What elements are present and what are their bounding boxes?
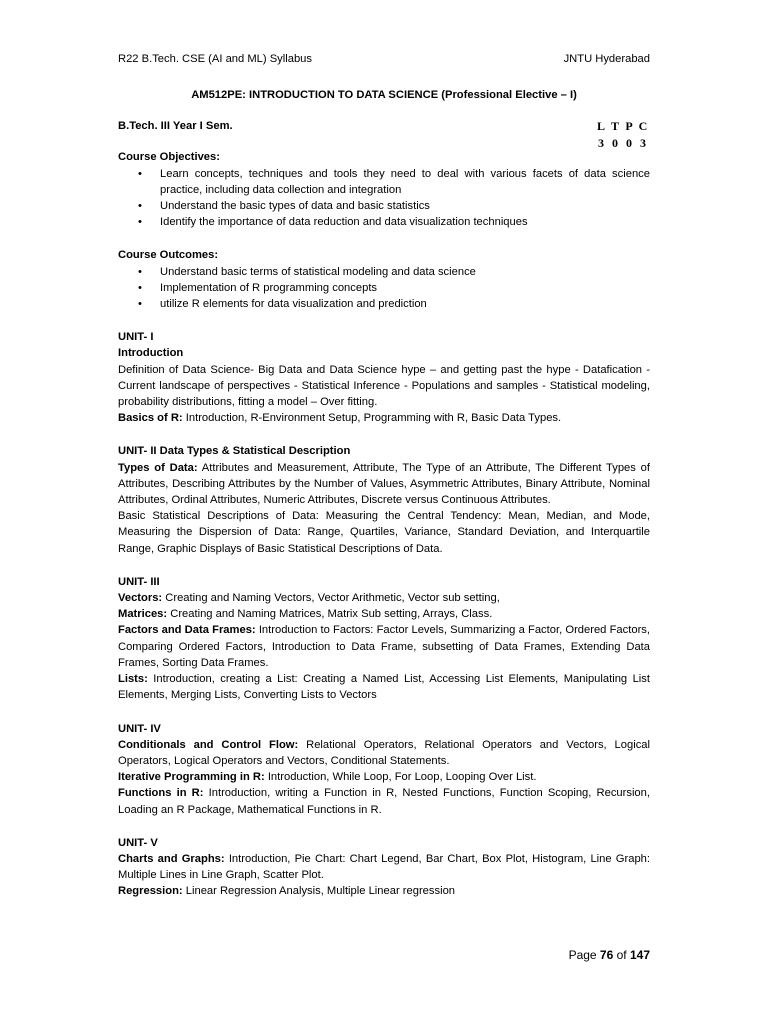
syllabus-page: [118, 51, 650, 900]
unit-2-statistical-descriptions: Basic Statistical Descriptions of Data: Measuring the Central Tendency: Mean, Median, and Mode, Measuring the Dispersion of Data: Range, Quartiles, Variance, Standard Deviation, and Interquartile Range, Graphic Displays of Basic Statistical Descriptions of Data.: [118, 510, 650, 555]
unit-5-regression: Regression: Linear Regression Analysis, Multiple Linear regression: [118, 885, 456, 898]
header-right: JNTU Hyderabad: [563, 53, 650, 65]
list-item: • Understand the basic types of data and basic statistics: [160, 198, 650, 214]
unit-5-title: UNIT- V: [118, 836, 158, 849]
total-pages: 147: [629, 948, 650, 962]
ltpc-value-l: 3: [598, 135, 604, 150]
outcomes-list: [118, 264, 650, 313]
ltpc-value-c: 3: [640, 135, 646, 150]
unit-4-conditionals: Conditionals and Control Flow: Relational Operators, Relational Operators and Vectors, Logical Operators, Logical Operators and Vectors, Conditional Statements.: [118, 738, 650, 767]
unit-1-title: UNIT- I: [118, 331, 154, 344]
unit-1-basics-of-r: Basics of R: Introduction, R-Environment Setup, Programming with R, Basic Data Types.: [118, 412, 562, 425]
unit-2-types-of-data: Types of Data: Attributes and Measurement, Attribute, The Type of an Attribute, The Different Types of Attributes, Describing Attributes by the Number of Values, Asymmetric Attributes, Binary Attribute, Nominal Attributes, Ordinal Attributes, Numeric Attributes, Discrete versus Continuous Attributes.: [118, 461, 650, 507]
unit-4-title: UNIT- IV: [118, 722, 161, 735]
unit-1-subtitle: Introduction: [118, 347, 184, 360]
ltpc-values: [594, 135, 650, 152]
unit-3-matrices: Matrices: Creating and Naming Matrices, Matrix Sub setting, Arrays, Class.: [118, 608, 493, 621]
header-left: R22 B.Tech. CSE (AI and ML) Syllabus: [118, 53, 312, 65]
list-item: • Learn concepts, techniques and tools they need to deal with various facets of data science practice, including data collection and integration: [160, 166, 650, 198]
outcomes-title: Course Outcomes:: [118, 249, 219, 262]
ltpc-head-t: T: [610, 119, 619, 134]
unit-5-charts-graphs: Charts and Graphs: Introduction, Pie Chart: Chart Legend, Bar Chart, Box Plot, Histogram, Line Graph: Multiple Lines in Line Graph, Scatter Plot.: [118, 852, 651, 882]
unit-1-paragraph: Definition of Data Science- Big Data and Data Science hype – and getting past the hype - Datafication - Current landscape of perspectives - Statistical Inference - Populations and samples - Statistical modeling, probability distributions, fitting a model – Over fitting.: [118, 363, 650, 409]
unit-3-title: UNIT- III: [118, 575, 160, 588]
unit-2-title: UNIT- II Data Types & Statistical Description: [118, 445, 351, 458]
objectives-title: Course Objectives:: [118, 151, 220, 164]
semester-row: [118, 118, 650, 151]
list-item: • Identify the importance of data reduction and data visualization techniques: [160, 214, 650, 230]
list-item: • Implementation of R programming concepts: [160, 280, 650, 296]
unit-3-factors-data-frames: Factors and Data Frames: Introduction to Factors: Factor Levels, Summarizing a Factor, Ordered Factors, Comparing Ordered Factors, Introduction to Data Frame, subsetting of Data Frames, Extending Data Frames, Sorting Data Frames.: [118, 624, 650, 669]
ltpc-head-l: L: [596, 119, 605, 134]
list-item: • utilize R elements for data visualization and prediction: [160, 296, 650, 312]
semester-label: B.Tech. III Year I Sem.: [118, 120, 233, 133]
ltpc-heads: [594, 118, 650, 135]
unit-4-functions: Functions in R: Introduction, writing a Function in R, Nested Functions, Function Scoping, Recursion, Loading an R Package, Mathematical Functions in R.: [118, 787, 650, 816]
current-page: 76: [599, 948, 614, 962]
course-title: AM512PE: INTRODUCTION TO DATA SCIENCE (Professional Elective – I): [191, 89, 577, 102]
list-item: • Understand basic terms of statistical modeling and data science: [160, 264, 650, 280]
ltpc-value-t: 0: [612, 135, 618, 150]
unit-3-lists: Lists: Introduction, creating a List: Creating a Named List, Accessing List Elements, Manipulating List Elements, Merging Lists, Converting Lists to Vectors: [118, 673, 650, 702]
objectives-list: [118, 166, 650, 231]
ltpc-table: [594, 118, 650, 151]
ltpc-head-c: C: [638, 119, 648, 134]
ltpc-value-p: 0: [626, 135, 632, 150]
page-number: Page 76 of 147: [568, 948, 650, 962]
page-header: [118, 51, 650, 67]
unit-4-iterative-programming: Iterative Programming in R: Introduction, While Loop, For Loop, Looping Over List.: [118, 771, 537, 784]
unit-3-vectors: Vectors: Creating and Naming Vectors, Vector Arithmetic, Vector sub setting,: [118, 592, 500, 605]
ltpc-head-p: P: [625, 119, 633, 134]
